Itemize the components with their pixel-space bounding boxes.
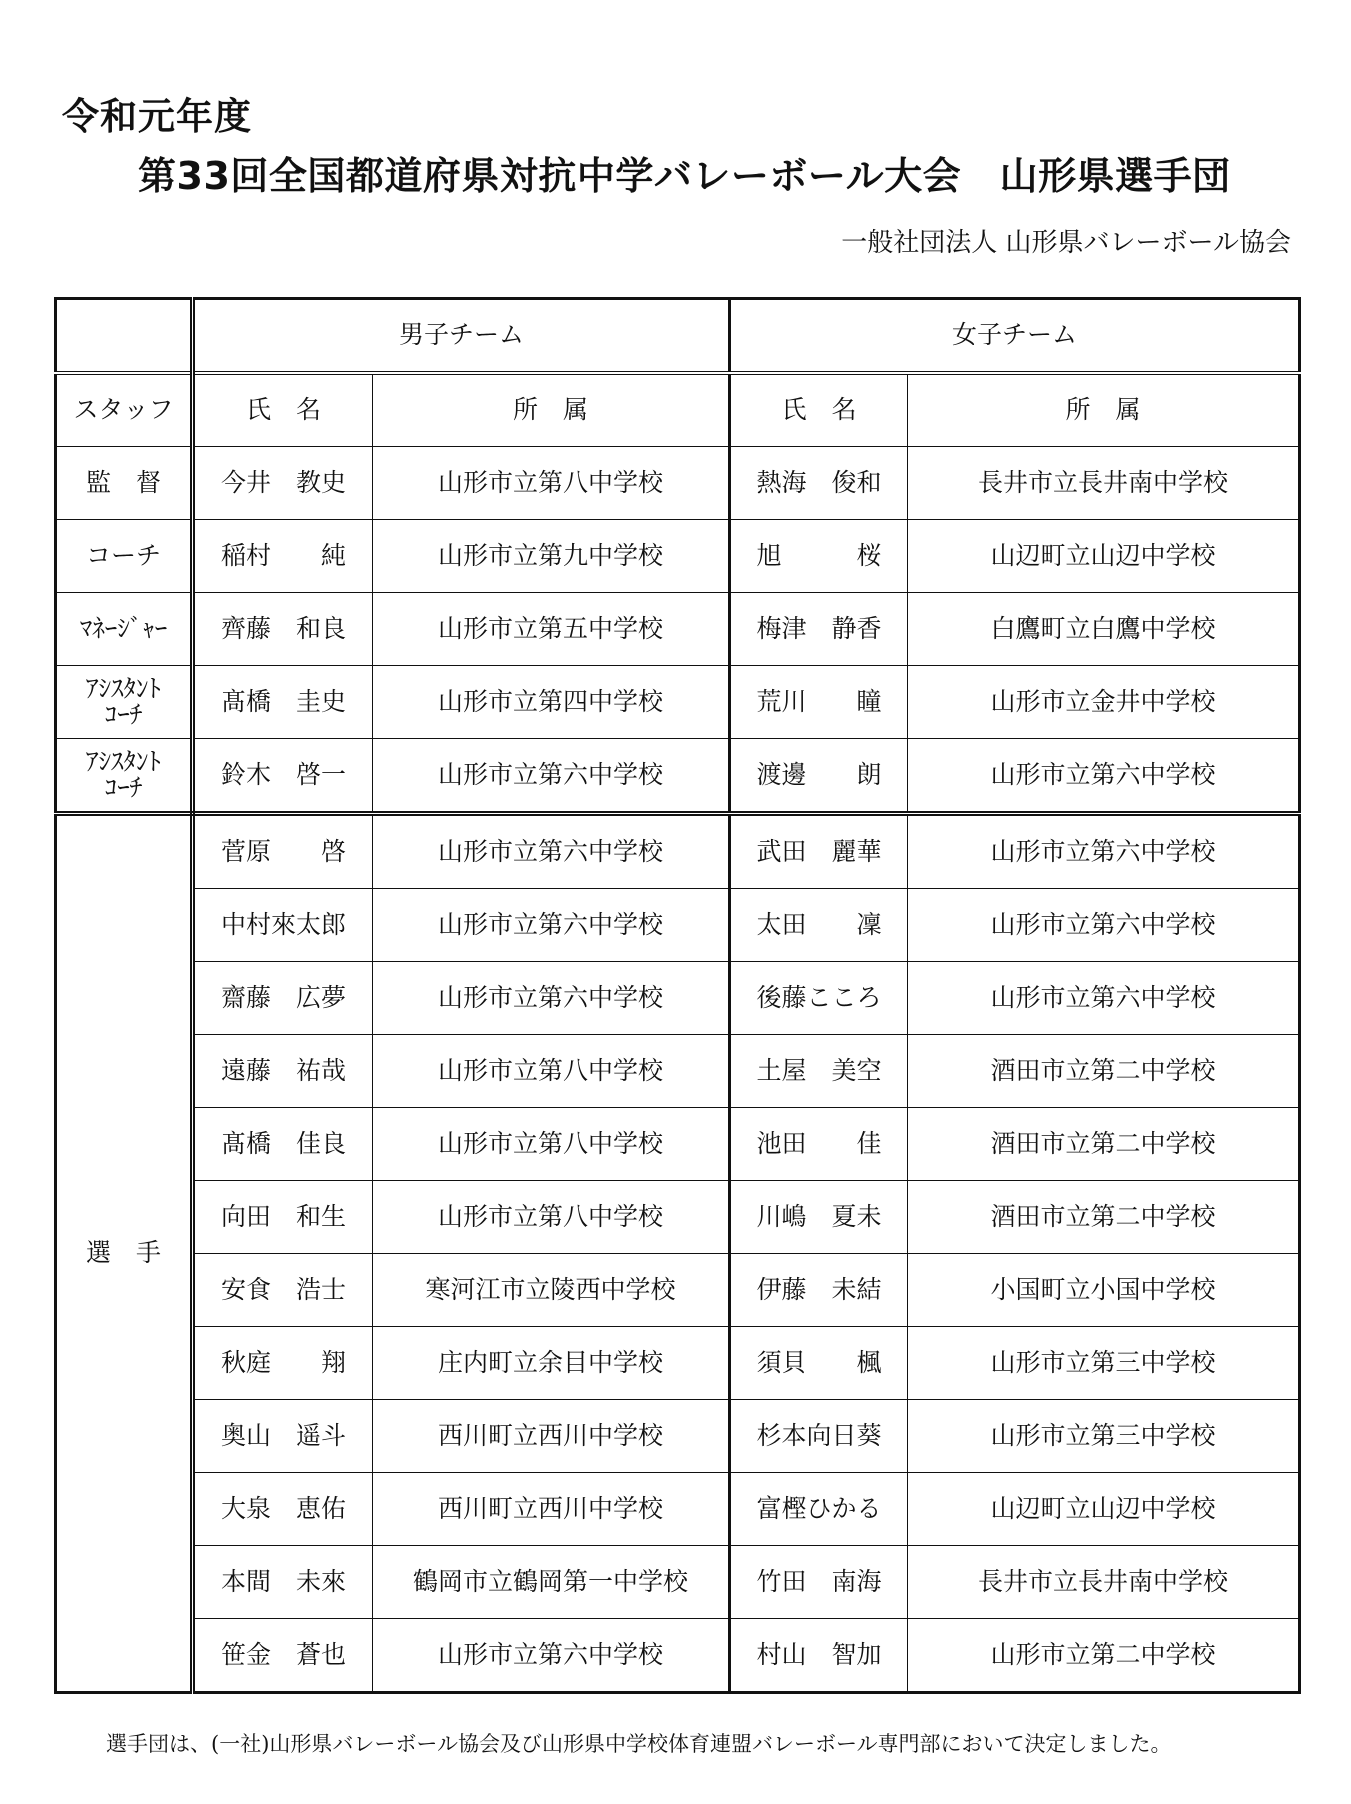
boys-name-header: 氏 名 <box>193 373 373 447</box>
staff-row <box>56 447 1300 520</box>
staff-role-text: ｱｼｽﾀﾝﾄ <box>85 746 161 776</box>
staff-role-text: ｺｰﾁ <box>104 773 143 802</box>
girls-staff-affiliation: 白鷹町立白鷹中学校 <box>908 593 1300 666</box>
boys-player-affiliation: 山形市立第六中学校 <box>373 1619 730 1693</box>
girls-player-affiliation: 酒田市立第二中学校 <box>908 1108 1300 1181</box>
girls-player-name: 伊藤 未結 <box>730 1254 908 1327</box>
selection-note: 選手団は、(一社)山形県バレーボール協会及び山形県中学校体育連盟バレーボール専門部において決定しました。 <box>106 1732 1172 1756</box>
staff-row <box>56 593 1300 666</box>
girls-player-name: 村山 智加 <box>730 1619 908 1693</box>
player-row <box>56 814 1300 889</box>
staff-row <box>56 520 1300 593</box>
girls-player-name: 武田 麗華 <box>730 814 908 889</box>
boys-staff-affiliation: 山形市立第八中学校 <box>373 447 730 520</box>
boys-player-name: 笹金 蒼也 <box>193 1619 373 1693</box>
player-row <box>56 1473 1300 1546</box>
boys-player-name: 菅原 啓 <box>193 814 373 889</box>
boys-staff-name: 稲村 純 <box>193 520 373 593</box>
girls-staff-affiliation: 山形市立第六中学校 <box>908 739 1300 814</box>
girls-player-name: 杉本向日葵 <box>730 1400 908 1473</box>
boys-player-name: 中村來太郎 <box>193 889 373 962</box>
girls-player-affiliation: 小国町立小国中学校 <box>908 1254 1300 1327</box>
organization-name: 一般社団法人 山形県バレーボール協会 <box>841 228 1291 258</box>
boys-staff-name: 齊藤 和良 <box>193 593 373 666</box>
staff-column-header: スタッフ <box>56 373 193 447</box>
staff-role-label <box>56 447 193 520</box>
boys-staff-name: 今井 教史 <box>193 447 373 520</box>
girls-player-name: 川嶋 夏未 <box>730 1181 908 1254</box>
boys-staff-affiliation: 山形市立第四中学校 <box>373 666 730 739</box>
girls-staff-name: 旭 桜 <box>730 520 908 593</box>
girls-player-affiliation: 山形市立第六中学校 <box>908 962 1300 1035</box>
boys-player-name: 齋藤 広夢 <box>193 962 373 1035</box>
boys-player-name: 安食 浩士 <box>193 1254 373 1327</box>
column-header-row <box>56 373 1300 447</box>
girls-player-name: 富樫ひかる <box>730 1473 908 1546</box>
player-row <box>56 1400 1300 1473</box>
staff-role-text: ﾏﾈｰｼﾞｬｰ <box>79 613 168 643</box>
boys-player-affiliation: 山形市立第六中学校 <box>373 814 730 889</box>
boys-staff-name: 鈴木 啓一 <box>193 739 373 814</box>
girls-staff-affiliation: 長井市立長井南中学校 <box>908 447 1300 520</box>
girls-staff-name: 熱海 俊和 <box>730 447 908 520</box>
player-row <box>56 962 1300 1035</box>
girls-affiliation-header: 所 属 <box>908 373 1300 447</box>
girls-player-affiliation: 酒田市立第二中学校 <box>908 1035 1300 1108</box>
girls-staff-affiliation: 山辺町立山辺中学校 <box>908 520 1300 593</box>
girls-player-affiliation: 山形市立第六中学校 <box>908 889 1300 962</box>
boys-player-affiliation: 山形市立第六中学校 <box>373 889 730 962</box>
players-label: 選 手 <box>56 814 193 1693</box>
girls-staff-name: 荒川 瞳 <box>730 666 908 739</box>
boys-player-name: 遠藤 祐哉 <box>193 1035 373 1108</box>
girls-player-name: 後藤こころ <box>730 962 908 1035</box>
boys-player-affiliation: 鶴岡市立鶴岡第一中学校 <box>373 1546 730 1619</box>
player-row <box>56 1619 1300 1693</box>
team-header-row <box>56 299 1300 374</box>
girls-team-header: 女子チーム <box>730 299 1300 374</box>
girls-player-affiliation: 山辺町立山辺中学校 <box>908 1473 1300 1546</box>
boys-player-name: 奥山 遥斗 <box>193 1400 373 1473</box>
girls-player-affiliation: 山形市立第三中学校 <box>908 1327 1300 1400</box>
player-row <box>56 1035 1300 1108</box>
boys-staff-name: 髙橋 圭史 <box>193 666 373 739</box>
girls-staff-name: 渡邊 朗 <box>730 739 908 814</box>
player-row <box>56 1546 1300 1619</box>
boys-player-name: 向田 和生 <box>193 1181 373 1254</box>
boys-player-affiliation: 山形市立第八中学校 <box>373 1035 730 1108</box>
staff-role-label <box>56 593 193 666</box>
boys-staff-affiliation: 山形市立第九中学校 <box>373 520 730 593</box>
staff-role-text: ｱｼｽﾀﾝﾄ <box>85 673 161 703</box>
boys-player-affiliation: 山形市立第八中学校 <box>373 1181 730 1254</box>
boys-staff-affiliation: 山形市立第六中学校 <box>373 739 730 814</box>
staff-role-label <box>56 666 193 739</box>
girls-staff-name: 梅津 静香 <box>730 593 908 666</box>
girls-staff-affiliation: 山形市立金井中学校 <box>908 666 1300 739</box>
girls-player-affiliation: 酒田市立第二中学校 <box>908 1181 1300 1254</box>
boys-staff-affiliation: 山形市立第五中学校 <box>373 593 730 666</box>
player-row <box>56 1327 1300 1400</box>
boys-affiliation-header: 所 属 <box>373 373 730 447</box>
boys-player-affiliation: 西川町立西川中学校 <box>373 1473 730 1546</box>
boys-player-name: 本間 未來 <box>193 1546 373 1619</box>
boys-team-header: 男子チーム <box>193 299 730 374</box>
staff-row <box>56 739 1300 814</box>
boys-player-affiliation: 西川町立西川中学校 <box>373 1400 730 1473</box>
girls-player-affiliation: 山形市立第六中学校 <box>908 814 1300 889</box>
staff-role-text: ｺｰﾁ <box>104 700 143 729</box>
boys-player-name: 髙橋 佳良 <box>193 1108 373 1181</box>
girls-player-affiliation: 長井市立長井南中学校 <box>908 1546 1300 1619</box>
boys-player-affiliation: 山形市立第六中学校 <box>373 962 730 1035</box>
girls-player-affiliation: 山形市立第二中学校 <box>908 1619 1300 1693</box>
staff-role-text: コーチ <box>85 540 161 570</box>
boys-player-affiliation: 山形市立第八中学校 <box>373 1108 730 1181</box>
girls-player-name: 太田 凜 <box>730 889 908 962</box>
staff-role-label <box>56 739 193 814</box>
boys-player-name: 秋庭 翔 <box>193 1327 373 1400</box>
fiscal-year-heading: 令和元年度 <box>62 95 252 138</box>
girls-player-affiliation: 山形市立第三中学校 <box>908 1400 1300 1473</box>
event-title: 第33回全国都道府県対抗中学バレーボール大会 山形県選手団 <box>138 154 1231 198</box>
staff-role-text: 監 督 <box>85 467 161 497</box>
boys-player-affiliation: 寒河江市立陵西中学校 <box>373 1254 730 1327</box>
player-row <box>56 1108 1300 1181</box>
team-roster-table <box>54 297 1301 1694</box>
girls-player-name: 須貝 楓 <box>730 1327 908 1400</box>
girls-name-header: 氏 名 <box>730 373 908 447</box>
staff-role-label <box>56 520 193 593</box>
player-row <box>56 1181 1300 1254</box>
girls-player-name: 池田 佳 <box>730 1108 908 1181</box>
girls-player-name: 竹田 南海 <box>730 1546 908 1619</box>
player-row <box>56 889 1300 962</box>
player-row <box>56 1254 1300 1327</box>
boys-player-name: 大泉 恵佑 <box>193 1473 373 1546</box>
blank-corner-cell <box>56 299 193 374</box>
staff-row <box>56 666 1300 739</box>
girls-player-name: 土屋 美空 <box>730 1035 908 1108</box>
boys-player-affiliation: 庄内町立余目中学校 <box>373 1327 730 1400</box>
